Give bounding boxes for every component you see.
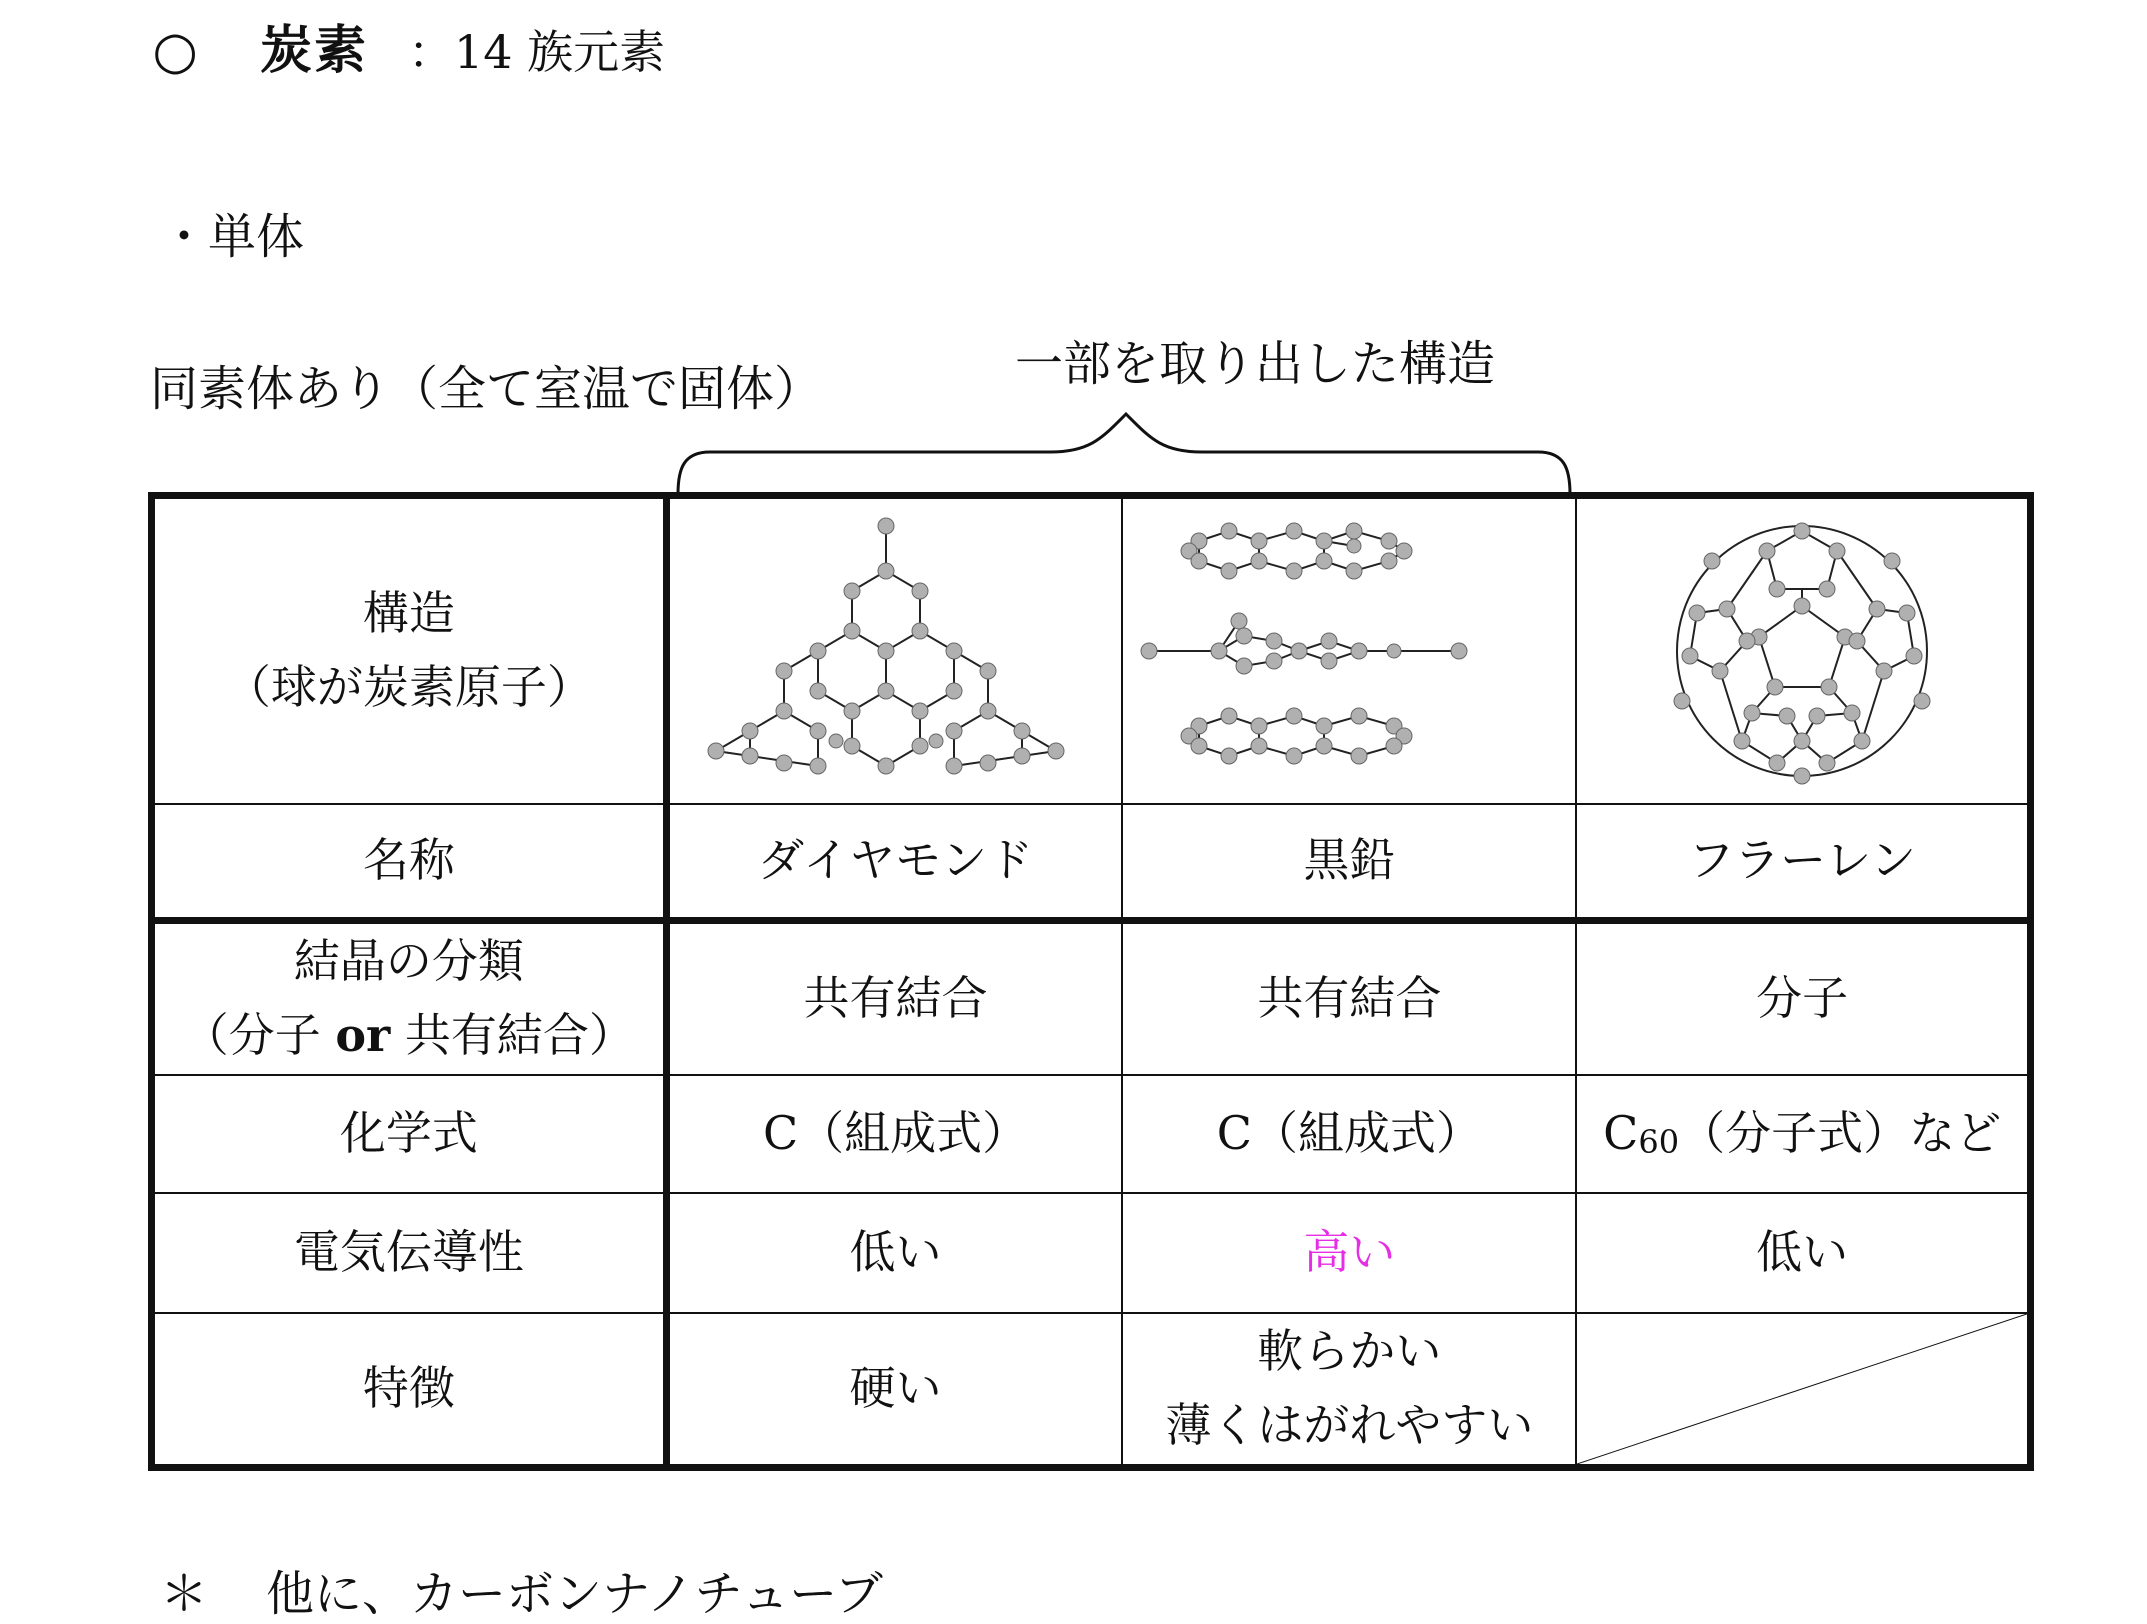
diamond-name: ダイヤモンド [666,804,1122,921]
brace-label: 一部を取り出した構造 [1015,336,1496,392]
crystal-label-part-b: 共有結合） [390,1008,635,1062]
diamond-structure-cell [666,496,1122,805]
graphite-name: 黒鉛 [1122,804,1576,921]
graphite-feature-line2: 薄くはがれやすい [1165,1398,1534,1452]
fullerene-crystal: 分子 [1576,921,2030,1076]
table-row [152,1193,2031,1313]
crystal-label-line2 [155,999,663,1073]
fullerene-formula [1576,1075,2030,1193]
allotrope-note: 同素体あり（全て室温で固体） [150,361,823,417]
fullerene-conductivity: 低い [1576,1193,2030,1313]
row-label-conductivity: 電気伝導性 [152,1193,667,1313]
crystal-label-line1: 結晶の分類 [293,934,524,989]
group-label: ：14 族元素 [408,25,666,79]
crystal-label-part-a: （分子 [182,1008,336,1062]
element-name: 炭素 [260,21,369,81]
fullerene-formula-rest: （分子式）など [1679,1106,2002,1161]
footnote [160,1555,883,1624]
graphite-conductivity: 高い [1122,1193,1576,1313]
crystal-label-or: or [335,1008,391,1062]
row-label-name: 名称 [152,804,667,921]
section-heading: ・単体 [160,209,305,265]
row-label-feature: 特徴 [152,1313,667,1468]
diamond-crystal: 共有結合 [666,921,1122,1076]
fullerene-formula-c: C [1603,1106,1639,1161]
fullerene-structure-cell [1576,496,2030,805]
diamond-feature: 硬い [666,1313,1122,1468]
row-label-formula: 化学式 [152,1075,667,1193]
table-row [152,804,2031,921]
circle-mark: ○ [152,21,198,81]
graphite-formula: C（組成式） [1122,1075,1576,1193]
table-row [152,1313,2031,1468]
table-row [152,921,2031,1076]
table-row [152,496,2031,805]
structure-label-line1: 構造 [362,586,455,641]
graphite-feature [1122,1313,1576,1468]
carbon-allotropes-table [148,492,2034,1471]
graphite-structure-cell [1122,496,1576,805]
row-label-structure [152,496,667,805]
fullerene-formula-subscript: 60 [1638,1123,1680,1162]
graphite-feature-line1: 軟らかい [1257,1324,1442,1379]
diamond-conductivity: 低い [666,1193,1122,1313]
graphite-structure-icon [1129,501,1569,801]
curly-brace [670,408,1590,496]
row-label-crystal [152,921,667,1076]
page-title [150,8,665,83]
fullerene-structure-icon [1652,501,1952,801]
diagonal-slash [1577,1314,2027,1464]
footnote-text: 他に、カーボンナノチューブ [266,1566,883,1622]
structure-label-line2: （球が炭素原子） [224,660,593,714]
fullerene-name: フラーレン [1576,804,2030,921]
diamond-formula: C（組成式） [666,1075,1122,1193]
fullerene-feature-empty [1576,1313,2030,1468]
table-row [152,1075,2031,1193]
graphite-crystal: 共有結合 [1122,921,1576,1076]
diamond-structure-icon [676,501,1116,801]
asterisk-mark: ＊ [160,1566,209,1622]
